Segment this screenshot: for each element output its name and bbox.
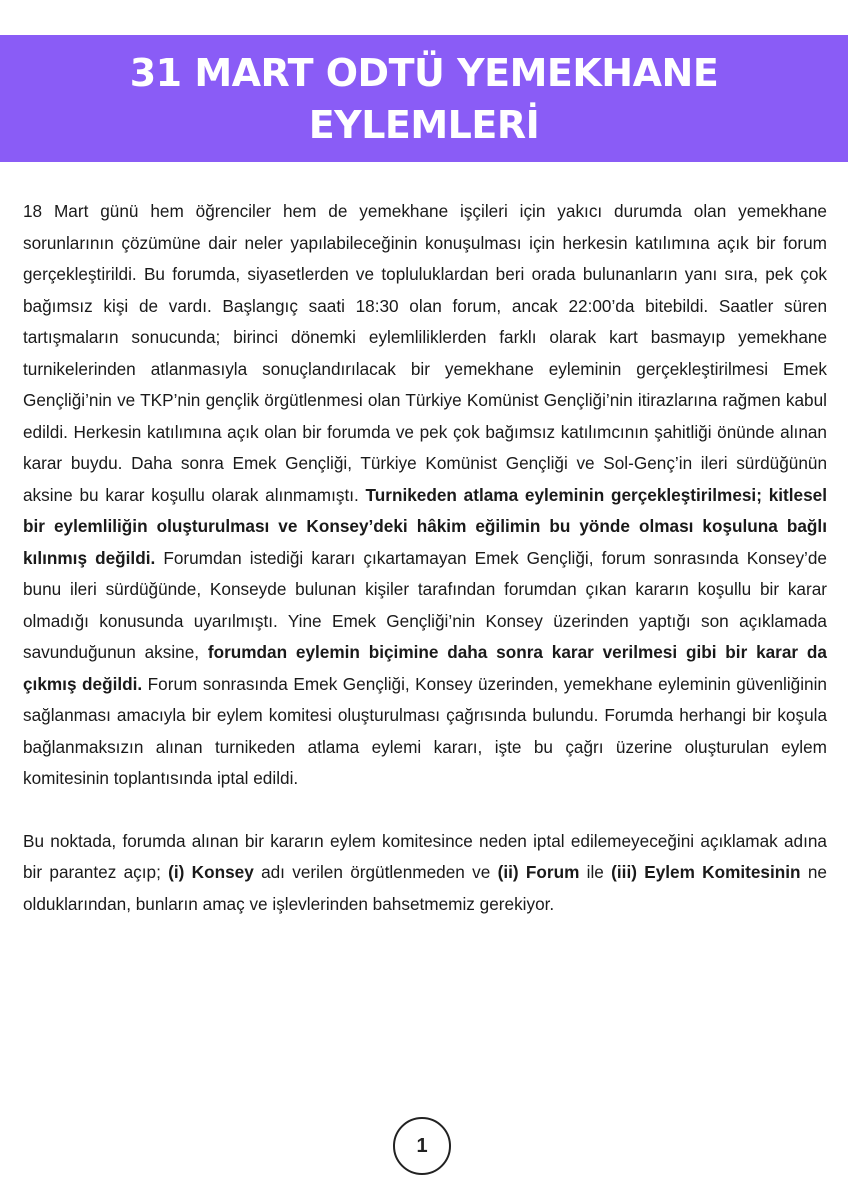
- paragraph-1-bold-segment: Turnikeden atlama eyleminin gerçekleştirilmesi; kitlesel bir eylemliliğin oluşturulması ve Konsey’deki hâkim eğilimin bu yönde olması koşuluna bağlı kılınmış değildi.: [23, 484, 827, 568]
- article-body: [23, 196, 827, 920]
- page-number: 1: [393, 1117, 451, 1175]
- paragraph-2-segment: ne olduklarından, bunların amaç ve işlevlerinden bahsetmemiz gerekiyor.: [23, 862, 827, 914]
- paragraph-2-bold-segment: (i) Konsey: [168, 862, 254, 882]
- paragraph-1-segment: Forum sonrasında Emek Gençliği, Konsey üzerinden, yemekhane eyleminin güvenliğinin sağlanması amacıyla bir eylem komitesi oluşturulması çağrısında bulundu. Forumda herhangi bir koşula bağlanmaksızın alınan turnikeden atlama eylemi kararı, işte bu çağrı üzerine oluşturulan eylem komitesinin toplantısında iptal edildi.: [23, 673, 827, 788]
- paragraph-2: [23, 826, 827, 921]
- paragraph-1-bold-segment: forumdan eylemin biçimine daha sonra karar verilmesi gibi bir karar da çıkmış değildi.: [23, 642, 827, 694]
- paragraph-2-bold-segment: (ii) Forum: [497, 862, 580, 882]
- paragraph-2-segment: Bu noktada, forumda alınan bir kararın eylem komitesince neden iptal edilemeyeceğini açıklamak adına bir parantez açıp;: [23, 830, 827, 882]
- paragraph-2-segment: adı verilen örgütlenmeden ve: [253, 862, 498, 882]
- paragraph-2-bold-segment: (iii) Eylem Komitesinin: [611, 862, 801, 882]
- title-banner: [0, 35, 848, 162]
- paragraph-1-segment: Forumdan istediği kararı çıkartamayan Emek Gençliği, forum sonrasında Konsey’de bunu ileri sürdüğünde, Konseyde bulunan kişiler tarafından forumdan çıkan kararın koşullu bir karar olmadığı konusunda uyarılmıştı. Yine Emek Gençliği’nin Konsey üzerinden yaptığı son açıklamada savunduğunun aksine,: [23, 547, 827, 662]
- paragraph-1: [23, 196, 827, 795]
- page-title-line-2: EYLEMLERİ: [308, 102, 540, 147]
- page-title-line-1: 31 MART ODTÜ YEMEKHANE: [129, 50, 719, 95]
- paragraph-1-segment: 18 Mart günü hem öğrenciler hem de yemekhane işçileri için yakıcı durumda olan yemekhane sorunlarının çözümüne dair neler yapılabileceğinin konuşulması için herkesin katılımına açık bir forum gerçekleştirildi. Bu forumda, siyasetlerden ve topluluklardan beri orada bulunanların yanı sıra, pek çok bağımsız kişi de vardı. Başlangıç saati 18:30 olan forum, ancak 22:00’da bitebildi. Saatler süren tartışmaların sonucunda; birinci dönemki eylemliliklerden farklı olarak kart basmayıp yemekhane turnikelerinden atlanmasıyla sonuçlandırılacak bir yemekhane eyleminin gerçekleştirilmesi Emek Gençliği’nin ve TKP’nin gençlik örgütlenmesi olan Türkiye Komünist Gençliği’nin itirazlarına rağmen kabul edildi. Herkesin katılımına açık olan bir forumda ve pek çok bağımsız katılımcının şahitliği önünde alınan karar buydu. Daha sonra Emek Gençliği, Türkiye Komünist Gençliği ve Sol-Genç’in ileri sürdüğünün aksine bu karar koşullu olarak alınmamıştı.: [23, 201, 827, 505]
- paragraph-2-segment: ile: [579, 862, 612, 882]
